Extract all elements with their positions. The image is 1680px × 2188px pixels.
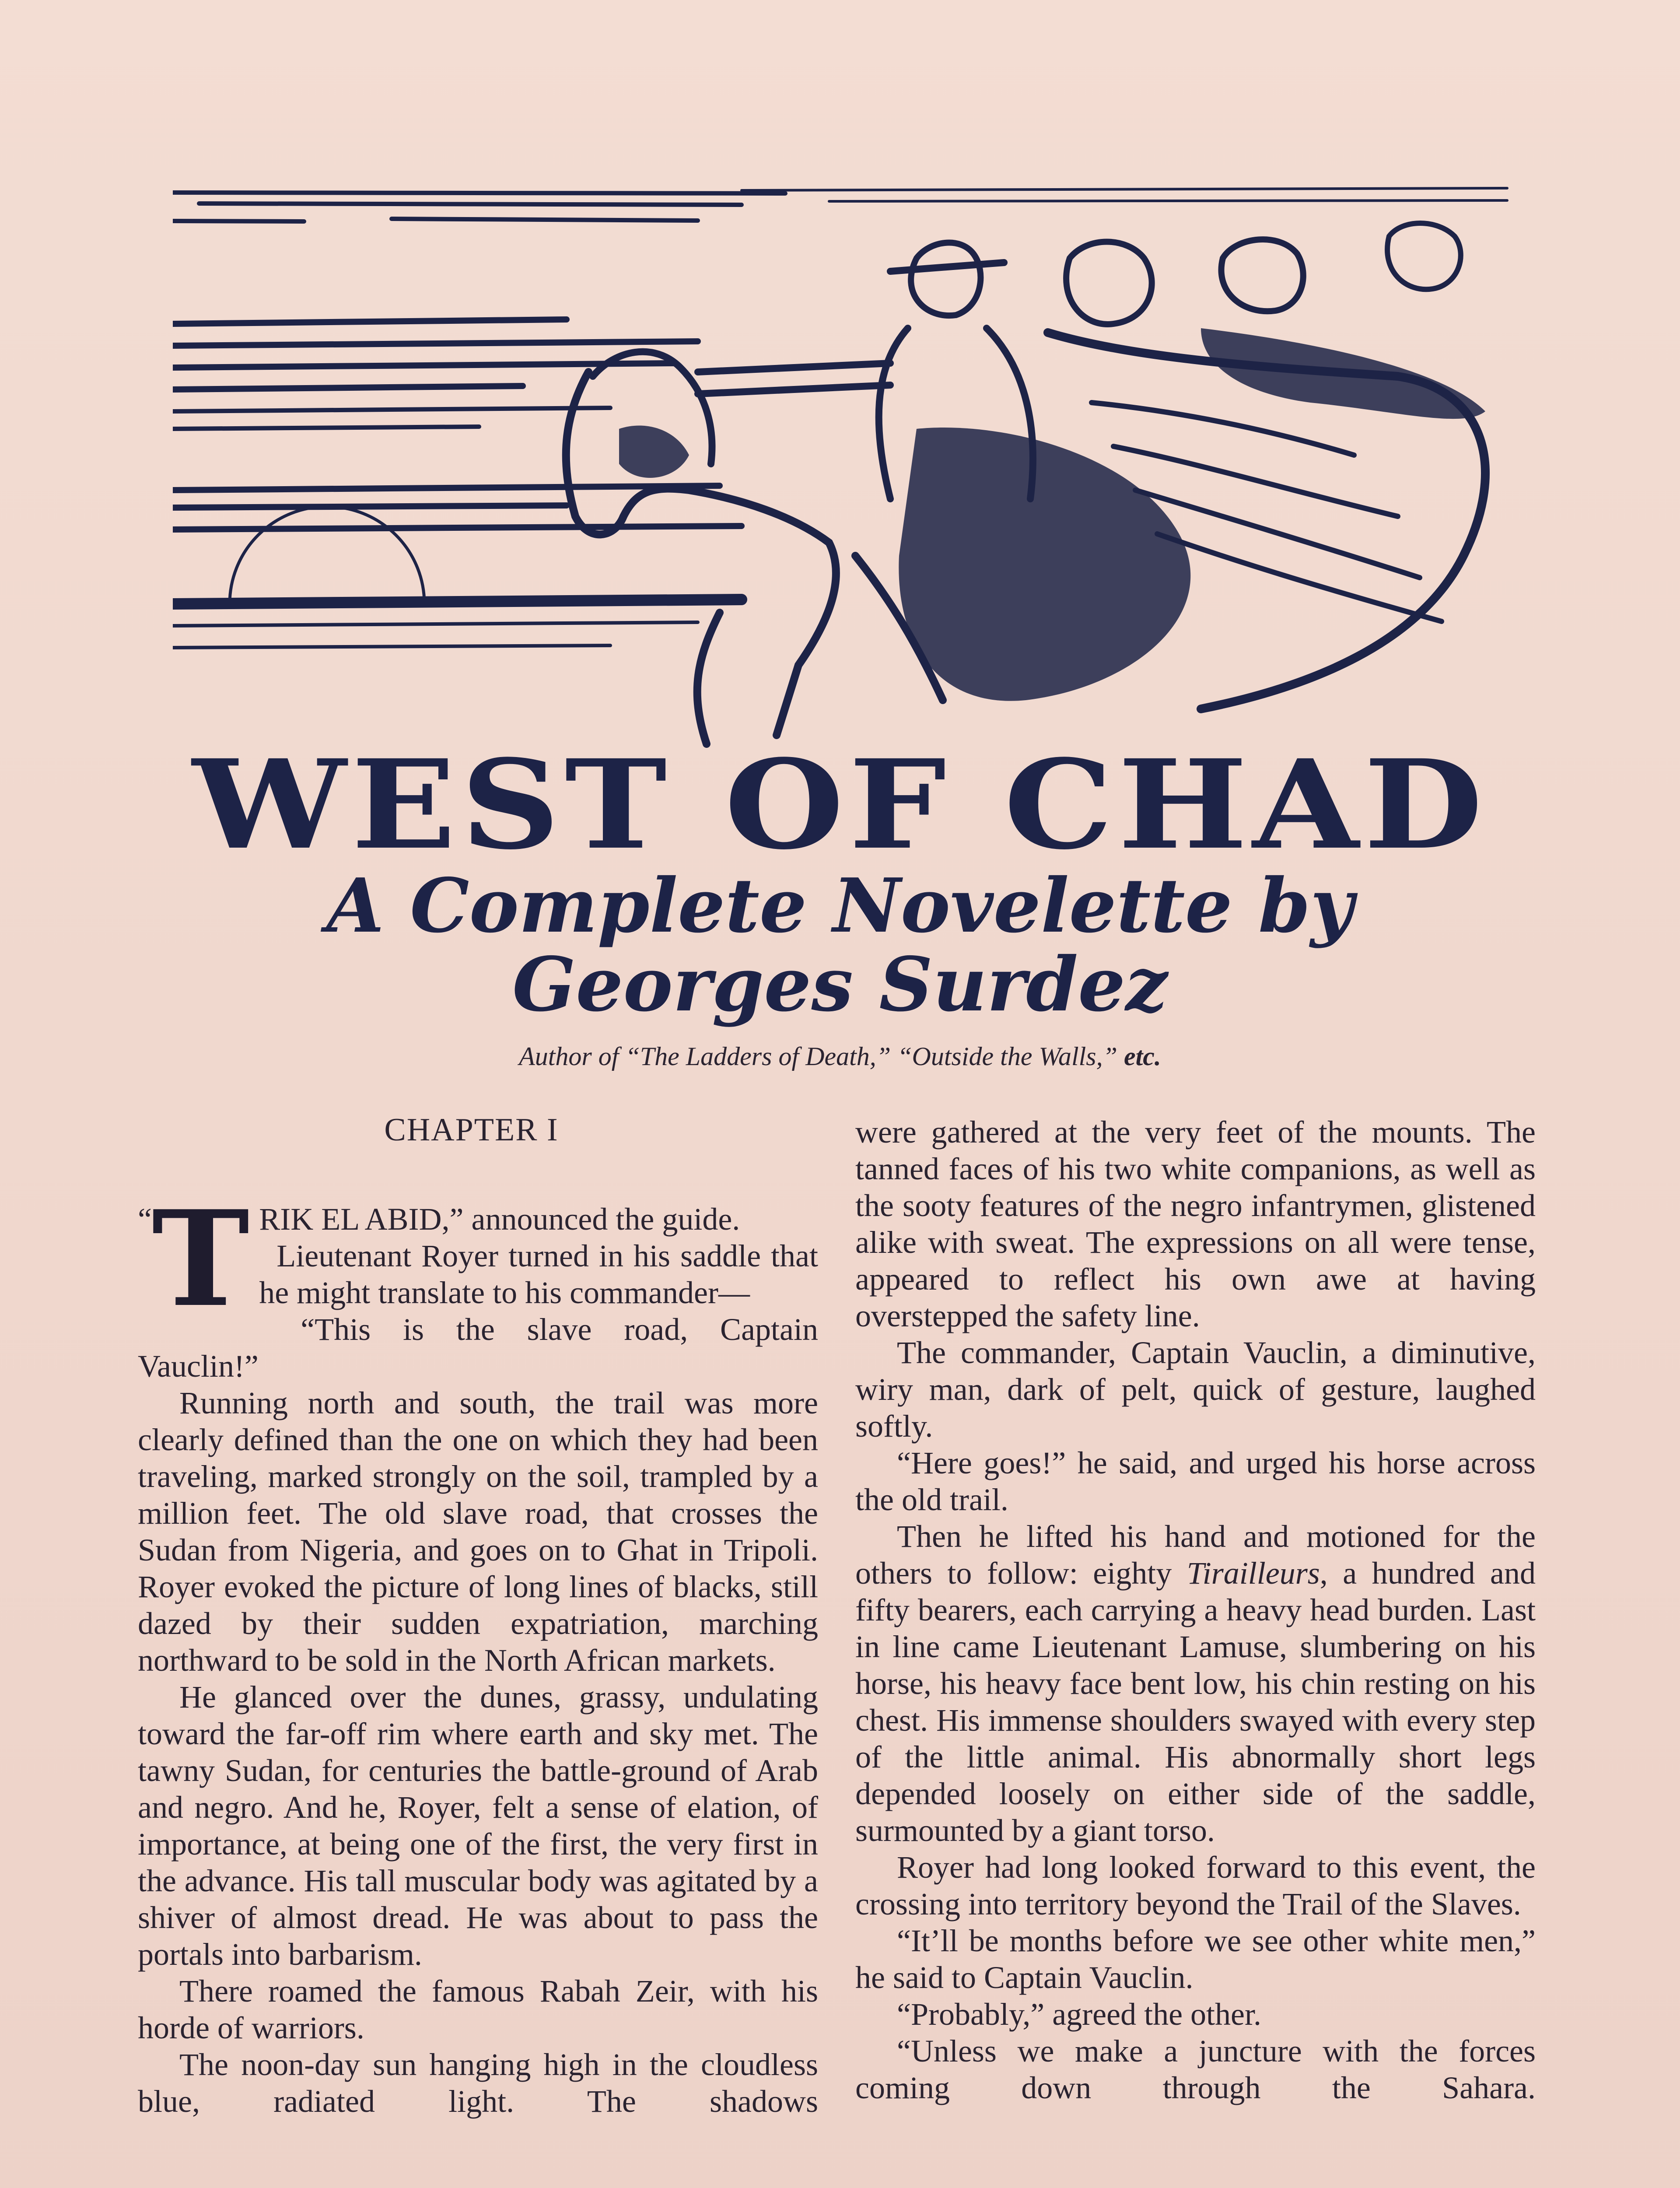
byline-etc: etc. bbox=[1124, 1042, 1161, 1071]
author-byline bbox=[0, 1041, 1680, 1072]
italic-term: Tirailleurs bbox=[1186, 1556, 1320, 1591]
paragraph: The commander, Captain Vauclin, a diminutive, wiry man, dark of pelt, quick of gesture, laughed softly. bbox=[855, 1335, 1536, 1444]
paragraph: There roamed the famous Rabah Zeir, with his horde of warriors. bbox=[138, 1974, 818, 2045]
paragraph: The noon-day sun hanging high in the cloudless blue, radiated light. The shadows bbox=[138, 2047, 818, 2119]
text-run: , a hundred and fifty bearers, each carrying a heavy head burden. Last in line came Lieutenant Lamuse, slumbering on his horse, his heavy face bent low, his chin resting on his chest. His immense shoulders swayed with every step of the little animal. His abnormally short legs depended loosely on either side of the saddle, surmounted by a giant torso. bbox=[855, 1556, 1536, 1848]
story-title: WEST OF CHAD bbox=[192, 733, 1488, 877]
story-subtitle: A Complete Novelette by bbox=[326, 862, 1354, 950]
byline-works: “The Ladders of Death,” “Outside the Walls,” bbox=[625, 1042, 1124, 1071]
opening-quote: “ bbox=[138, 1202, 152, 1237]
drop-cap: T bbox=[151, 1182, 250, 1336]
paragraph: “Unless we make a juncture with the forces coming down through the Sahara. bbox=[855, 2034, 1536, 2105]
paragraph: RIK EL ABID,” announced the guide. bbox=[259, 1202, 740, 1237]
right-column bbox=[855, 1114, 1536, 2106]
horsemen-illustration bbox=[173, 184, 1514, 770]
story-illustration bbox=[173, 184, 1514, 770]
paragraph bbox=[855, 1518, 1536, 1849]
paragraph: were gathered at the very feet of the mounts. The tanned faces of his two white companions, as well as the sooty features of the negro infantrymen, glistened alike with sweat. The expressions on all were tense, appeared to reflect his own awe at having overstepped the safety line. bbox=[855, 1115, 1536, 1333]
paragraph: Lieutenant Royer turned in his saddle that he might translate to his commander— bbox=[259, 1238, 818, 1310]
text-run: Then he lifted his hand and motioned for the others to follow: eighty bbox=[855, 1519, 1536, 1591]
paragraph: “Here goes!” he said, and urged his horse across the old trail. bbox=[855, 1445, 1536, 1517]
paragraph: Royer had long looked forward to this event, the crossing into territory beyond the Trail of the Slaves. bbox=[855, 1850, 1536, 1922]
paragraph: Running north and south, the trail was more clearly defined than the one on which they had been traveling, marked strongly on the soil, trampled by a million feet. The old slave road, that crosses the Sudan from Nigeria, and goes on to Ghat in Tripoli. Royer evoked the picture of long lines of blacks, still dazed by their sudden expatriation, marching northward to be sold in the North African markets. bbox=[138, 1385, 818, 1678]
byline-prefix: Author of bbox=[519, 1042, 626, 1071]
opening-paragraph bbox=[138, 1182, 818, 1336]
paragraph: “Probably,” agreed the other. bbox=[897, 1997, 1261, 2032]
paragraph: He glanced over the dunes, grassy, undulating toward the far-off rim where earth and sky met. The tawny Sudan, for centuries the battle-ground of Arab and negro. And he, Royer, felt a sense of elation, of importance, at being one of the first, the very first in the advance. His tall muscular body was agitated by a shiver of almost dread. He was about to pass the portals into barbarism. bbox=[138, 1680, 818, 1972]
paragraph: “This is the slave road, Captain Vauclin!” bbox=[138, 1312, 818, 1384]
paragraph: “It’ll be months before we see other white men,” he said to Captain Vauclin. bbox=[855, 1923, 1536, 1995]
story-author: Georges Surdez bbox=[512, 941, 1168, 1028]
left-column bbox=[138, 1112, 818, 2120]
chapter-heading: CHAPTER I bbox=[384, 1112, 559, 1148]
